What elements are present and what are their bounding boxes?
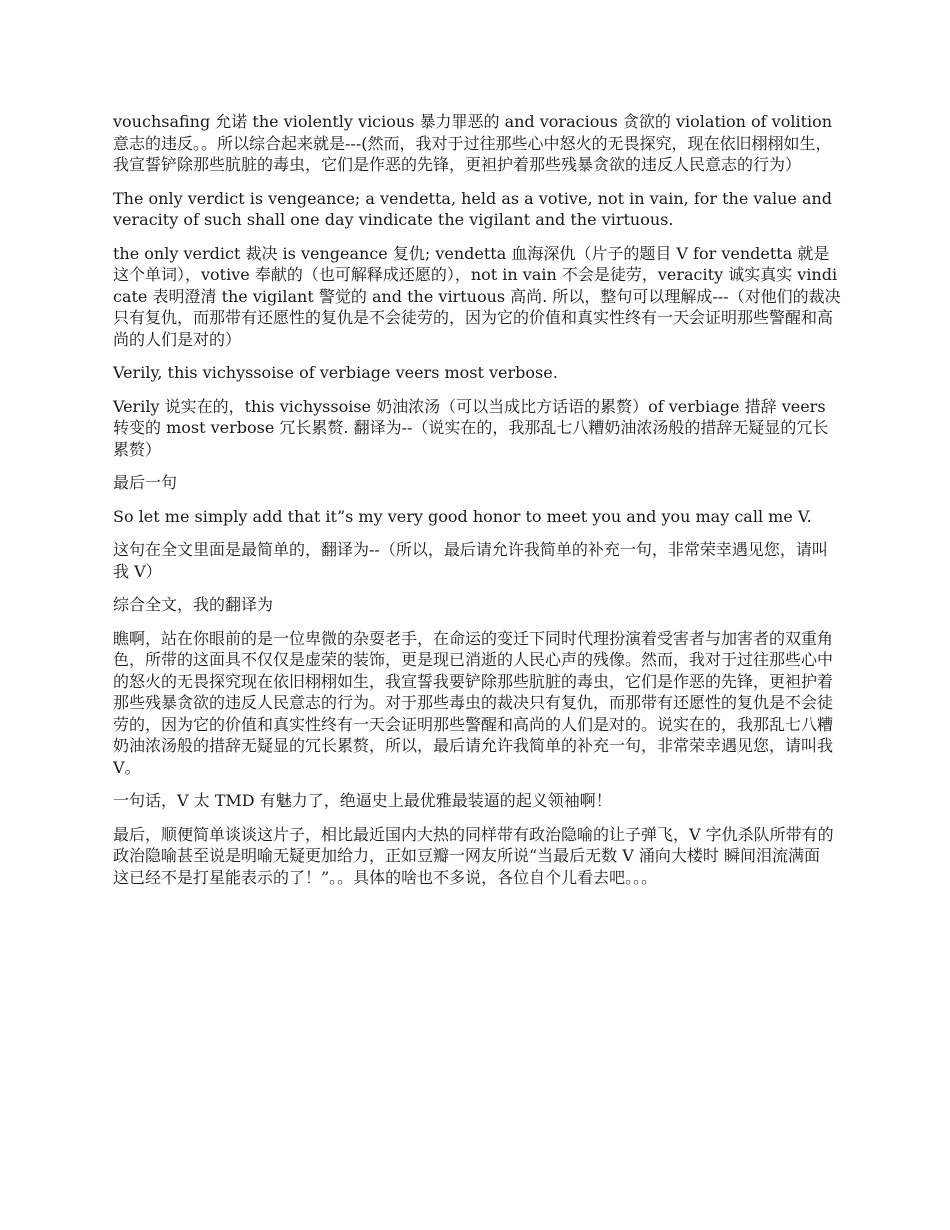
paragraph-8: 这句在全文里面是最简单的，翻译为--（所以，最后请允许我简单的补充一句，非常荣幸遇见您，请叫我 V） [113,540,828,581]
paragraph-10: 瞧啊，站在你眼前的是一位卑微的杂耍老手，在命运的变迁下同时代理扮演着受害者与加害者的双重角色，所带的这面具不仅仅是虚荣的装饰，更是现已消逝的人民心声的残像。然而，我对于过往那些心中的怒火的无畏探究现在依旧栩栩如生，我宣誓我要铲除那些肮脏的毒虫，它们是作恶的先锋，更袒护着那些残暴贪欲的违反人民意志的行为。对于那些毒虫的裁决只有复仇，而那带有还愿性的复仇是不会徒劳的，因为它的价值和真实性终有一天会证明那些警醒和高尚的人们是对的。说实在的，我那乱七八糟奶油浓汤般的措辞无疑显的冗长累赘，所以，最后请允许我简单的补充一句，非常荣幸遇见您，请叫我 V。 [113,628,834,777]
paragraph-2: The only verdict is vengeance; a vendetta, held as a votive, not in vain, for the value and veracity of such shall one day vindicate the vigilant and the virtuous. [113,188,833,229]
paragraph-3: the only verdict 裁决 is vengeance 复仇; vendetta 血海深仇（片子的题目 V for vendetta 就是这个单词），votive 奉献的（也可解释成还愿的），not in vain 不会是徒劳，veracity 诚实真实 vindicate 表明澄清 the vigilant 警觉的 and the virtuous 高尚. 所以，整句可以理解成---（对他们的裁决只有复仇，而那带有还愿性的复仇是不会徒劳的，因为它的价值和真实性终有一天会证明那些警醒和高尚的人们是对的） [113,243,841,349]
paragraph-12: 最后，顺便简单谈谈这片子，相比最近国内大热的同样带有政治隐喻的让子弹飞，V 字仇杀队所带有的政治隐喻甚至说是明喻无疑更加给力，正如豆瓣一网友所说“当最后无数 V 涌向大楼时 瞬间泪流满面 这已经不是打星能表示的了！”。。具体的啥也不多说，各位自个儿看去吧。。。 [113,824,834,887]
paragraph-5: Verily 说实在的，this vichyssoise 奶油浓汤（可以当成比方话语的累赘）of verbiage 措辞 veers 转变的 most verbose 冗长累赘. 翻译为--（说实在的，我那乱七八糟奶油浓汤般的措辞无疑显的冗长累赘） [113,396,829,459]
paragraph-1: vouchsafing 允诺 the violently vicious 暴力罪恶的 and voracious 贪欲的 violation of volition 意志的违反。。所以综合起来就是---(然而，我对于过往那些心中怒火的无畏探究，现在依旧栩栩如生，我宣誓铲除那些肮脏的毒虫，它们是作恶的先锋，更袒护着那些残暴贪欲的违反人民意志的行为） [113,112,833,174]
paragraph-4: Verily, this vichyssoise of verbiage veers most verbose. [113,363,558,382]
paragraph-9: 综合全文，我的翻译为 [113,595,274,614]
paragraph-7: So let me simply add that it”s my very good honor to meet you and you may call me V. [113,506,812,526]
paragraph-11: 一句话，V 太 TMD 有魅力了，绝逼史上最优雅最装逼的起义领袖啊！ [113,791,612,810]
document-body [113,111,841,900]
paragraph-6: 最后一句 [113,473,178,492]
